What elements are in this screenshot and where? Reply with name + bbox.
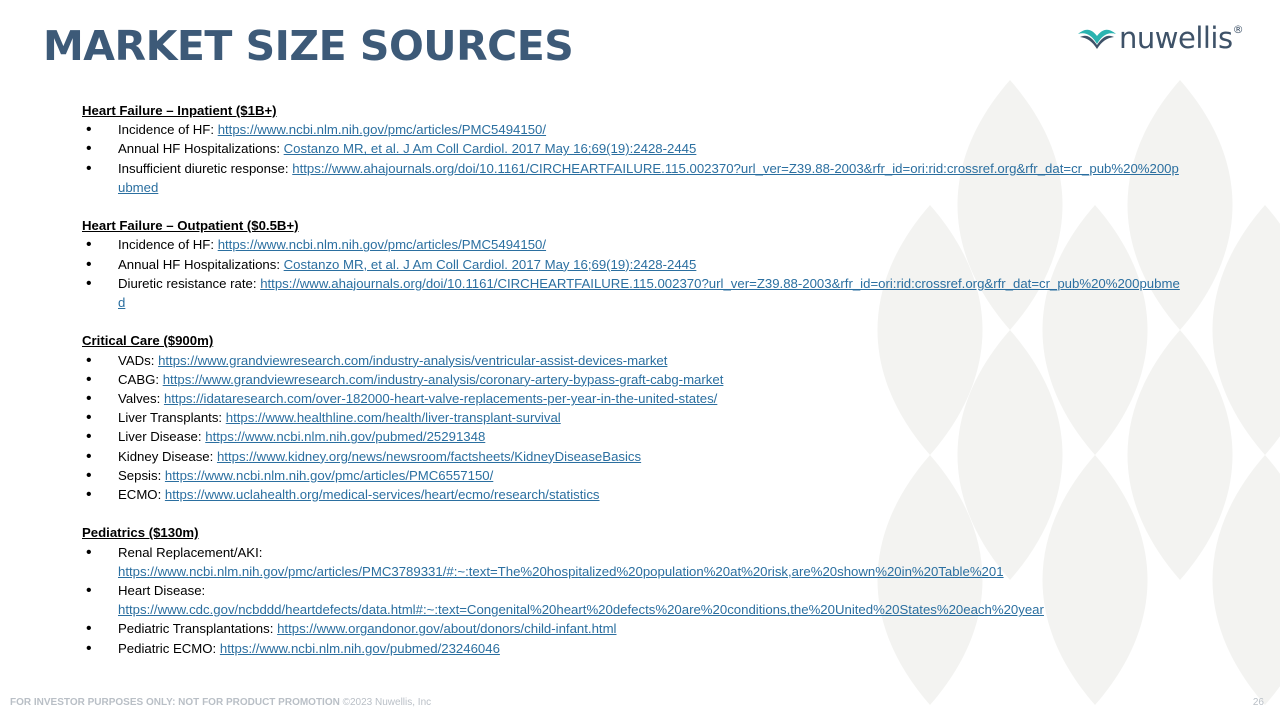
sources-list (82, 101, 1182, 677)
slide-title: MARKET SIZE SOURCES (43, 22, 574, 70)
source-item (82, 274, 1182, 312)
source-item (82, 255, 1182, 274)
logo-wave-icon (1077, 28, 1117, 50)
source-link[interactable]: https://www.ncbi.nlm.nih.gov/pmc/articles/PMC5494150/ (217, 122, 547, 138)
source-label: VADs: (118, 352, 159, 368)
page-number: 26 (1252, 697, 1264, 708)
source-item (82, 370, 1182, 389)
source-section (82, 101, 1182, 197)
source-item (82, 466, 1182, 485)
source-link[interactable]: https://www.ncbi.nlm.nih.gov/pubmed/25291348 (205, 429, 486, 445)
source-link[interactable]: https://www.healthline.com/health/liver-transplant-survival (225, 410, 561, 426)
source-link[interactable]: https://www.uclahealth.org/medical-services/heart/ecmo/research/statistics (164, 487, 600, 503)
source-label: Sepsis: (118, 467, 165, 483)
source-link[interactable]: https://www.grandviewresearch.com/industry-analysis/coronary-artery-bypass-graft-cabg-market (162, 371, 724, 387)
source-item (82, 389, 1182, 408)
source-link[interactable]: https://www.organdonor.gov/about/donors/child-infant.html (277, 621, 617, 637)
source-link[interactable]: https://www.ncbi.nlm.nih.gov/pmc/articles/PMC5494150/ (217, 237, 547, 253)
source-item (82, 120, 1182, 139)
source-link[interactable]: https://www.ahajournals.org/doi/10.1161/CIRCHEARTFAILURE.115.002370?url_ver=Z39.88-2003&rfr_id=ori:rid:crossref.org&rfr_dat=cr_pub%20%200pubmed (118, 160, 1179, 195)
source-label: Valves: (118, 391, 164, 407)
source-section (82, 216, 1182, 312)
source-link[interactable]: https://www.cdc.gov/ncbddd/heartdefects/data.html#:~:text=Congenital%20heart%20defects%20are%20conditions,the%20United%20States%20each%20year (118, 602, 1044, 618)
source-link[interactable]: https://www.ncbi.nlm.nih.gov/pmc/articles/PMC6557150/ (164, 467, 494, 483)
footer-disclaimer: FOR INVESTOR PURPOSES ONLY: NOT FOR PRODUCT PROMOTION ©2023 Nuwellis, Inc (10, 697, 432, 708)
source-link[interactable]: Costanzo MR, et al. J Am Coll Cardiol. 2017 May 16;69(19):2428-2445 (283, 256, 697, 272)
source-list (82, 351, 1182, 505)
source-label: Pediatric ECMO: (118, 640, 220, 656)
source-label: Annual HF Hospitalizations: (118, 256, 284, 272)
source-label: Insufficient diuretic response: (118, 160, 293, 176)
source-label: Incidence of HF: (118, 122, 218, 138)
source-label: Pediatric Transplantations: (118, 621, 278, 637)
source-link[interactable]: https://www.ahajournals.org/doi/10.1161/CIRCHEARTFAILURE.115.002370?url_ver=Z39.88-2003&rfr_id=ori:rid:crossref.org&rfr_dat=cr_pub%20%200pubmed (118, 275, 1180, 311)
source-label: ECMO: (118, 487, 165, 503)
source-link[interactable]: https://www.ncbi.nlm.nih.gov/pubmed/23246046 (219, 640, 500, 656)
source-label: Renal Replacement/AKI: (118, 544, 263, 560)
source-item (82, 447, 1182, 466)
source-item (82, 408, 1182, 427)
source-item (82, 581, 1182, 619)
source-label: Kidney Disease: (118, 448, 217, 464)
source-item (82, 235, 1182, 254)
source-item (82, 543, 1182, 581)
logo-wordmark: nuwellis® (1119, 21, 1244, 55)
source-link[interactable]: https://www.grandviewresearch.com/industry-analysis/ventricular-assist-devices-market (158, 352, 668, 368)
source-list (82, 120, 1182, 197)
source-label: Liver Disease: (118, 429, 206, 445)
source-label: Annual HF Hospitalizations: (118, 141, 284, 157)
section-heading: Pediatrics ($130m) (82, 525, 199, 541)
source-label: Incidence of HF: (118, 237, 218, 253)
source-item (82, 159, 1182, 197)
source-item (82, 351, 1182, 370)
source-label: CABG: (118, 371, 163, 387)
source-link[interactable]: Costanzo MR, et al. J Am Coll Cardiol. 2017 May 16;69(19):2428-2445 (283, 141, 697, 157)
source-item (82, 139, 1182, 158)
source-label: Liver Transplants: (118, 410, 226, 426)
section-heading: Heart Failure – Inpatient ($1B+) (82, 103, 277, 118)
source-label: Diuretic resistance rate: (118, 275, 261, 291)
source-item (82, 485, 1182, 504)
source-link[interactable]: https://www.ncbi.nlm.nih.gov/pmc/articles/PMC3789331/#:~:text=The%20hospitalized%20population%20at%20risk,are%20shown%20in%20Table%201 (118, 563, 1004, 579)
section-heading: Critical Care ($900m) (82, 333, 214, 349)
source-link[interactable]: https://idataresearch.com/over-182000-heart-valve-replacements-per-year-in-the-united-states/ (163, 391, 718, 407)
nuwellis-logo (1077, 21, 1257, 58)
source-link[interactable]: https://www.kidney.org/news/newsroom/factsheets/KidneyDiseaseBasics (216, 448, 642, 464)
source-item (82, 619, 1182, 638)
source-list (82, 235, 1182, 312)
source-section (82, 331, 1182, 504)
source-list (82, 543, 1182, 658)
source-label: Heart Disease: (118, 583, 206, 599)
source-item (82, 427, 1182, 446)
source-item (82, 639, 1182, 658)
section-heading: Heart Failure – Outpatient ($0.5B+) (82, 218, 299, 234)
source-section (82, 523, 1182, 657)
